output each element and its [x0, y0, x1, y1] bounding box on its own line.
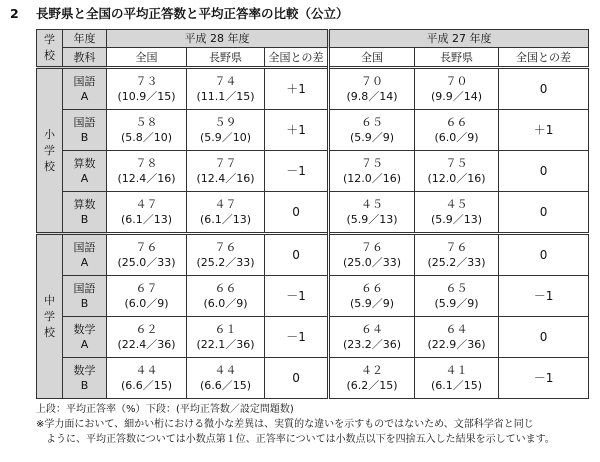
national-y27-cell — [329, 192, 415, 234]
average-correct: (5.9／9) — [434, 297, 479, 310]
subject-cell — [63, 192, 107, 234]
section-heading — [10, 4, 349, 22]
average-correct: (22.4／36) — [117, 338, 176, 351]
average-correct: (5.9／9) — [349, 131, 395, 144]
comparison-table-wrapper — [36, 29, 588, 399]
subject-part: B — [80, 131, 89, 144]
average-correct: (5.8／10) — [120, 131, 173, 144]
diff-y28-cell: 0 — [265, 234, 329, 276]
average-correct: (12.4／16) — [117, 172, 176, 185]
average-correct: (9.8／14) — [346, 90, 398, 103]
average-rate: ７５ — [361, 157, 384, 170]
average-correct: (6.6／15) — [199, 379, 252, 392]
school-level-cell — [37, 234, 63, 399]
subject-cell — [63, 110, 107, 151]
note-remark-2: ように、平均正答数については小数点第１位、正答率については小数点以下を四捨五入した結果を示しています。 — [46, 434, 555, 445]
national-y27-cell — [329, 358, 415, 399]
nagano-y28-cell — [187, 234, 265, 276]
diff-y27-cell: 0 — [499, 317, 589, 358]
section-number: 2 — [10, 6, 19, 21]
nagano-y28-cell — [187, 192, 265, 234]
section-title: 長野県と全国の平均正答数と平均正答率の比較（公立） — [36, 6, 349, 21]
note-upper: 上段：平均正答率（%） — [36, 404, 146, 415]
average-rate: ７０ — [361, 75, 384, 88]
average-rate: ４２ — [361, 364, 384, 377]
average-rate: ４７ — [135, 198, 158, 211]
header-diff-a: 全国との差 — [265, 48, 329, 68]
diff-y27-cell: 0 — [499, 151, 589, 192]
nagano-y27-cell — [415, 317, 499, 358]
nagano-y28-cell — [187, 68, 265, 110]
average-correct: (9.9／14) — [430, 90, 483, 103]
nagano-y27-cell — [415, 151, 499, 192]
diff-y27-cell: －1 — [499, 358, 589, 399]
average-rate: ６５ — [445, 282, 468, 295]
average-rate: ７３ — [135, 75, 158, 88]
average-rate: ６１ — [214, 323, 237, 336]
average-correct: (6.1／13) — [120, 213, 173, 226]
average-rate: ７６ — [135, 241, 158, 254]
school-level-cell — [37, 68, 63, 234]
subject-name: 数学 — [73, 364, 96, 377]
nagano-y27-cell — [415, 68, 499, 110]
average-correct: (6.0／9) — [124, 297, 169, 310]
table-row — [37, 68, 589, 110]
diff-y27-cell: ＋1 — [499, 110, 589, 151]
average-correct: (6.0／9) — [203, 297, 248, 310]
school-level-label: 中学校 — [44, 293, 55, 339]
comparison-table — [36, 29, 589, 399]
subject-cell — [63, 358, 107, 399]
diff-y28-cell: 0 — [265, 358, 329, 399]
subject-name: 国語 — [73, 282, 96, 295]
subject-cell — [63, 68, 107, 110]
header-school: 学校 — [37, 30, 63, 68]
average-correct: (25.2／33) — [196, 256, 255, 269]
subject-part: A — [80, 172, 89, 185]
average-correct: (5.9／13) — [430, 213, 483, 226]
diff-y27-cell: －1 — [499, 276, 589, 317]
table-row — [37, 110, 589, 151]
average-correct: (5.9／13) — [346, 213, 398, 226]
nagano-y27-cell — [415, 192, 499, 234]
header-national-b: 全国 — [329, 48, 415, 68]
diff-y27-cell: 0 — [499, 192, 589, 234]
subject-cell — [63, 234, 107, 276]
average-rate: ６５ — [361, 116, 384, 129]
average-rate: ４４ — [214, 364, 237, 377]
diff-y27-cell: 0 — [499, 68, 589, 110]
subject-part: A — [80, 90, 89, 103]
national-y28-cell — [107, 151, 187, 192]
national-y27-cell — [329, 317, 415, 358]
average-rate: ４５ — [445, 198, 468, 211]
subject-cell — [63, 317, 107, 358]
average-rate: ７６ — [214, 241, 237, 254]
average-correct: (22.1／36) — [196, 338, 255, 351]
average-correct: (6.0／9) — [434, 131, 479, 144]
table-row — [37, 276, 589, 317]
note-lower: 下段：(平均正答数／設定問題数) — [146, 404, 294, 415]
nagano-y27-cell — [415, 358, 499, 399]
subject-part: A — [80, 338, 89, 351]
subject-part: B — [80, 213, 89, 226]
diff-y28-cell: －1 — [265, 317, 329, 358]
average-correct: (5.9／10) — [199, 131, 252, 144]
nagano-y27-cell — [415, 234, 499, 276]
average-correct: (12.4／16) — [196, 172, 255, 185]
average-rate: ６４ — [445, 323, 468, 336]
national-y27-cell — [329, 234, 415, 276]
average-correct: (12.0／16) — [342, 172, 402, 185]
average-correct: (10.9／15) — [117, 90, 176, 103]
diff-y28-cell: －1 — [265, 276, 329, 317]
diff-y28-cell: ＋1 — [265, 110, 329, 151]
average-correct: (5.9／9) — [349, 297, 395, 310]
average-rate: ４５ — [361, 198, 384, 211]
subject-name: 数学 — [73, 323, 96, 336]
header-year-a: 平成 28 年度 — [107, 30, 329, 48]
nagano-y28-cell — [187, 276, 265, 317]
subject-cell — [63, 151, 107, 192]
average-correct: (25.0／33) — [117, 256, 176, 269]
header-diff-b: 全国との差 — [499, 48, 589, 68]
average-rate: ７４ — [214, 75, 237, 88]
nagano-y28-cell — [187, 151, 265, 192]
average-rate: ７６ — [445, 241, 468, 254]
average-rate: ６６ — [445, 116, 468, 129]
table-row — [37, 151, 589, 192]
average-rate: ７７ — [214, 157, 237, 170]
diff-y28-cell: ＋1 — [265, 68, 329, 110]
subject-name: 算数 — [73, 157, 96, 170]
average-rate: ７５ — [445, 157, 468, 170]
average-correct: (6.1／15) — [430, 379, 483, 392]
average-rate: ７８ — [135, 157, 158, 170]
nagano-y27-cell — [415, 276, 499, 317]
header-national-a: 全国 — [107, 48, 187, 68]
average-rate: ６６ — [361, 282, 384, 295]
average-rate: ４４ — [135, 364, 158, 377]
national-y28-cell — [107, 276, 187, 317]
average-correct: (6.1／13) — [199, 213, 252, 226]
header-year-b: 平成 27 年度 — [329, 30, 589, 48]
table-notes — [36, 402, 596, 447]
national-y27-cell — [329, 151, 415, 192]
average-rate: ５９ — [214, 116, 237, 129]
note-remark-1: ※学力面において、細かい桁における微小な差異は、実質的な違いを示すものではないため、文部科学省と同じ — [36, 419, 534, 430]
average-rate: ６４ — [361, 323, 384, 336]
national-y28-cell — [107, 192, 187, 234]
average-correct: (25.2／33) — [427, 256, 486, 269]
average-correct: (6.2／15) — [346, 379, 398, 392]
subject-part: B — [80, 297, 89, 310]
table-row — [37, 317, 589, 358]
national-y27-cell — [329, 276, 415, 317]
average-rate: ７０ — [445, 75, 468, 88]
nagano-y28-cell — [187, 358, 265, 399]
average-rate: ４７ — [214, 198, 237, 211]
table-row — [37, 192, 589, 234]
subject-cell — [63, 276, 107, 317]
diff-y28-cell: 0 — [265, 192, 329, 234]
subject-name: 国語 — [73, 75, 96, 88]
average-rate: ６２ — [135, 323, 158, 336]
average-rate: ７６ — [361, 241, 384, 254]
header-nagano-b: 長野県 — [415, 48, 499, 68]
header-nagano-a: 長野県 — [187, 48, 265, 68]
nagano-y28-cell — [187, 317, 265, 358]
subject-name: 国語 — [73, 116, 96, 129]
header-year: 年度 — [63, 30, 107, 48]
average-correct: (12.0／16) — [427, 172, 486, 185]
national-y27-cell — [329, 68, 415, 110]
school-level-label: 小学校 — [44, 127, 55, 173]
subject-name: 算数 — [73, 198, 96, 211]
nagano-y27-cell — [415, 110, 499, 151]
average-correct: (25.0／33) — [342, 256, 402, 269]
average-correct: (23.2／36) — [342, 338, 402, 351]
subject-name: 国語 — [73, 241, 96, 254]
table-row — [37, 358, 589, 399]
subject-part: B — [80, 379, 89, 392]
average-correct: (11.1／15) — [196, 90, 255, 103]
average-rate: ５８ — [135, 116, 158, 129]
national-y28-cell — [107, 68, 187, 110]
national-y27-cell — [329, 110, 415, 151]
average-rate: ６７ — [135, 282, 158, 295]
national-y28-cell — [107, 358, 187, 399]
national-y28-cell — [107, 317, 187, 358]
diff-y28-cell: －1 — [265, 151, 329, 192]
diff-y27-cell: 0 — [499, 234, 589, 276]
national-y28-cell — [107, 234, 187, 276]
average-correct: (6.6／15) — [120, 379, 173, 392]
average-rate: ４１ — [445, 364, 468, 377]
nagano-y28-cell — [187, 110, 265, 151]
national-y28-cell — [107, 110, 187, 151]
average-correct: (22.9／36) — [427, 338, 486, 351]
table-row — [37, 234, 589, 276]
note-legend — [36, 402, 596, 417]
subject-part: A — [80, 256, 89, 269]
average-rate: ６６ — [214, 282, 237, 295]
header-subject: 教科 — [63, 48, 107, 68]
